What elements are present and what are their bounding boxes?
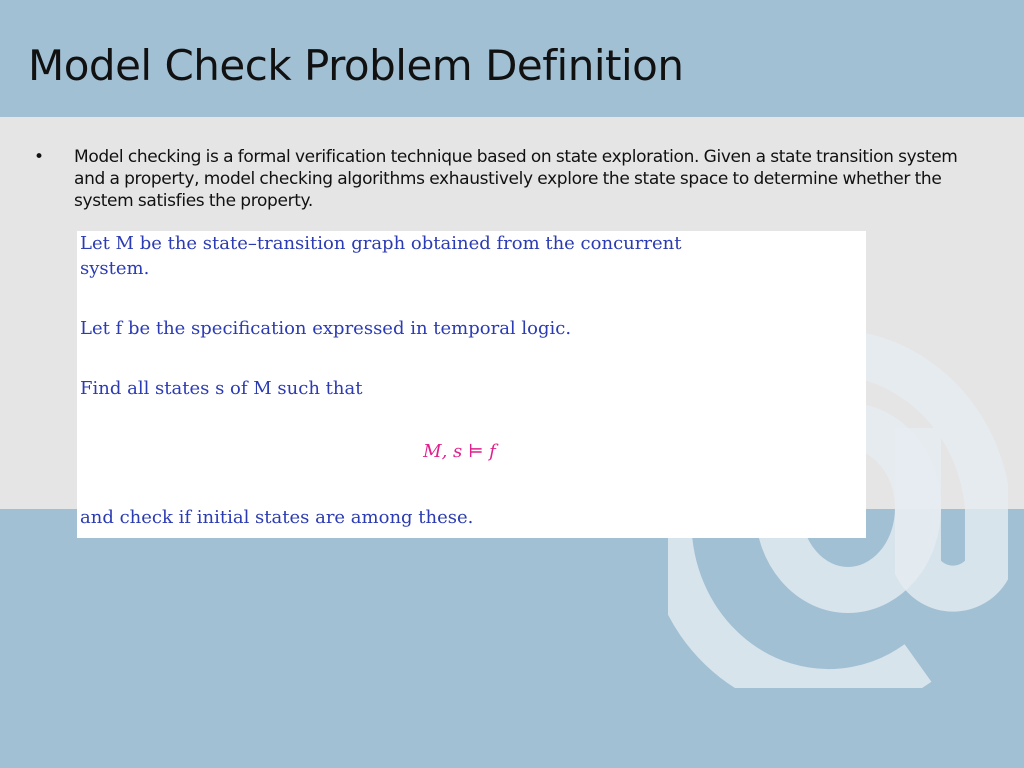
definition-formula: M, s ⊨ f (423, 441, 496, 462)
definition-line: system. (80, 258, 150, 279)
definition-line: Find all states s of M such that (80, 378, 363, 399)
definition-line: Let f be the specification expressed in temporal logic. (80, 318, 572, 339)
definition-image (77, 231, 866, 538)
definition-line: and check if initial states are among these. (80, 507, 474, 528)
bullet-marker: • (34, 147, 45, 167)
definition-line: Let M be the state–transition graph obtained from the concurrent (80, 233, 682, 254)
bullet-text: Model checking is a formal verification technique based on state exploration. Given a state transition system and a property, model checking algorithms exhaustively explore the state space to determine whether the system satisfies the property. (74, 147, 958, 211)
slide-title: Model Check Problem Definition (28, 41, 684, 90)
